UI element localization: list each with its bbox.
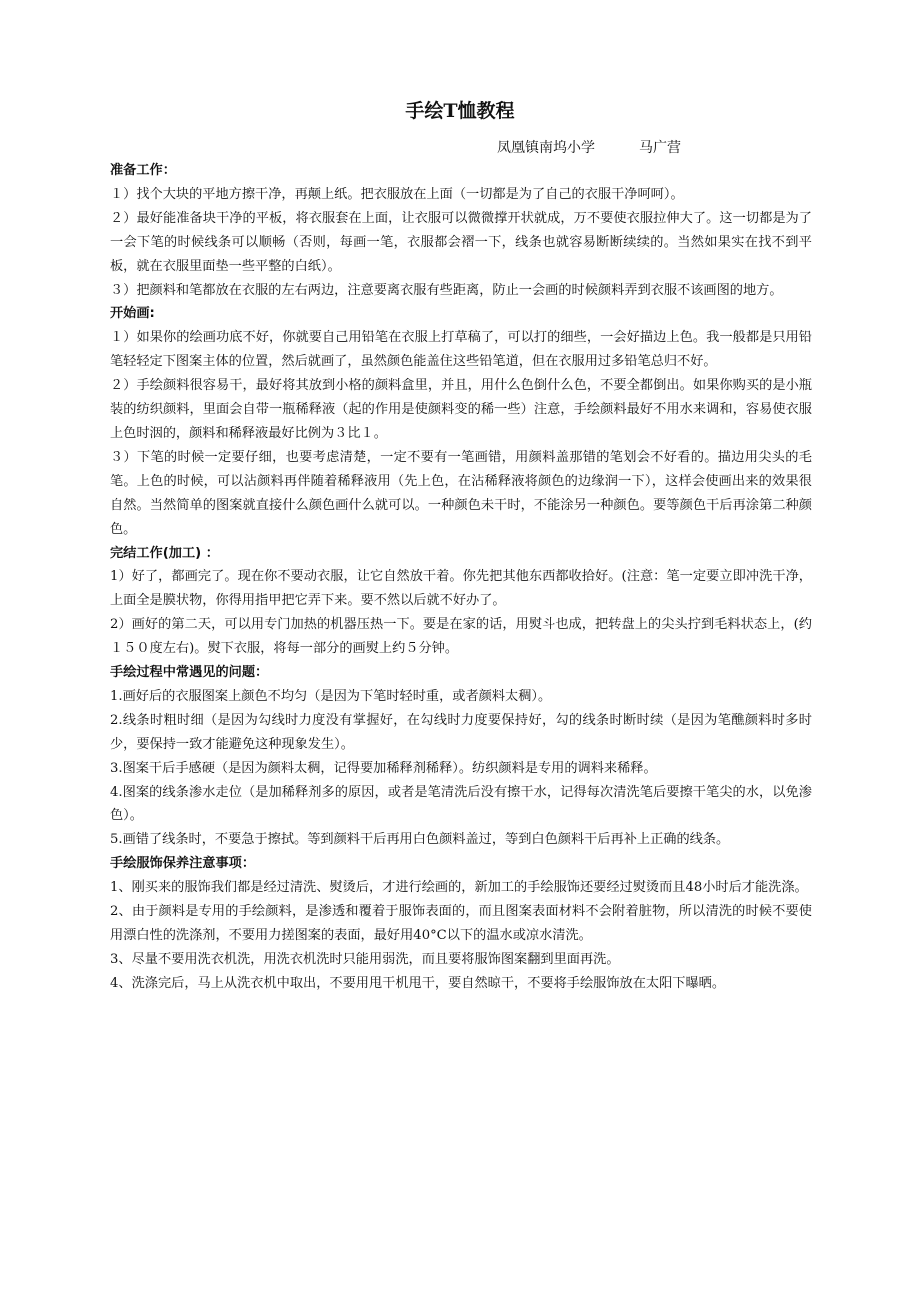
section-heading: 开始画:	[110, 306, 155, 322]
list-item: 2.线条时粗时细（是因为勾线时力度没有掌握好，在勾线时力度要保持好，勾的线条时断时续（是因为笔醮颜料时多时少，要保持一致才能避免这种现象发生）。	[110, 712, 812, 752]
list-item: 4、洗涤完后，马上从洗衣机中取出，不要用甩干机甩干，要自然晾干，不要将手绘服饰放在太阳下曝晒。	[110, 975, 726, 991]
section-care	[110, 852, 812, 995]
section-finish	[110, 542, 812, 662]
list-item: 1、刚买来的服饰我们都是经过清洗、熨烫后，才进行绘画的，新加工的手绘服饰还要经过熨烫而且48小时后才能洗涤。	[110, 880, 808, 896]
document-body	[110, 159, 812, 996]
section-paint	[110, 302, 812, 541]
list-item: 3、尽量不要用洗衣机洗，用洗衣机洗时只能用弱洗，而且要将服饰图案翻到里面再洗。	[110, 951, 620, 967]
paragraph: 1）好了，都画完了。现在你不要动衣服，让它自然放干着。你先把其他东西都收拾好。(注意：笔一定要立即冲洗干净，上面全是膜状物，你得用指甲把它弄下来。要不然以后就不好办了。	[110, 569, 812, 609]
section-heading: 手绘过程中常遇见的问题：	[110, 665, 269, 681]
list-item: 1.画好后的衣服图案上颜色不均匀（是因为下笔时轻时重，或者颜料太稠）。	[110, 688, 552, 704]
paragraph: ２）最好能准备块干净的平板，将衣服套在上面，让衣服可以微微撑开状就成，万不要使衣服拉伸大了。这一切都是为了一会下笔的时候线条可以顺畅（否则，每画一笔，衣服都会褶一下，线条也就容易断断续续的。当然如果实在找不到平板，就在衣服里面垫一些平整的白纸）。	[110, 210, 812, 274]
section-problems	[110, 661, 812, 852]
paragraph: ３）下笔的时候一定要仔细，也要考虑清楚，一定不要有一笔画错，用颜料盖那错的笔划会不好看的。描边用尖头的毛笔。上色的时候，可以沾颜料再伴随着稀释液用（先上色，在沾稀释液将颜色的边缘润一下），这样会使画出来的效果很自然。当然简单的图案就直接什么颜色画什么就可以。一种颜色未干时，不能涂另一种颜色。要等颜色干后再涂第二种颜色。	[110, 449, 812, 537]
section-heading: 手绘服饰保养注意事项：	[110, 856, 256, 872]
list-item: 4.图案的线条渗水走位（是加稀释剂多的原因，或者是笔清洗后没有擦干水，记得每次清洗笔后要擦干笔尖的水，以免渗色）。	[110, 784, 812, 824]
list-item: 3.图案干后手感硬（是因为颜料太稠，记得要加稀释剂稀释）。纺织颜料是专用的调料来稀释。	[110, 760, 657, 776]
section-prep	[110, 159, 812, 302]
paragraph: ３）把颜料和笔都放在衣服的左右两边，注意要离衣服有些距离，防止一会画的时候颜料弄到衣服不该画图的地方。	[110, 282, 783, 298]
paragraph: ２）手绘颜料很容易干，最好将其放到小格的颜料盒里，并且，用什么色倒什么色，不要全都倒出。如果你购买的是小瓶装的纺织颜料，里面会自带一瓶稀释液（起的作用是使颜料变的稀一些）注意，手绘颜料最好不用水来调和，容易使衣服上色时洇的，颜料和稀释液最好比例为３比１。	[110, 378, 812, 441]
section-heading: 准备工作：	[110, 163, 176, 178]
paragraph: 2）画好的第二天，可以用专门加热的机器压热一下。要是在家的话，用熨斗也成，把转盘上的尖头拧到毛料状态上，(约１５０度左右)。熨下衣服，将每一部分的画熨上约５分钟。	[110, 617, 812, 657]
list-item: 2、由于颜料是专用的手绘颜料，是渗透和覆着于服饰表面的，而且图案表面材料不会附着脏物，所以清洗的时候不要使用漂白性的洗涤剂，不要用力搓图案的表面，最好用40°C以下的温水或凉水清洗。	[110, 904, 812, 943]
list-item: 5.画错了线条时，不要急于擦拭。等到颜料干后再用白色颜料盖过，等到白色颜料干后再补上正确的线条。	[110, 832, 730, 848]
document-title: 手绘T恤教程	[405, 100, 515, 122]
byline-author: 马广营	[639, 140, 681, 156]
byline	[497, 136, 757, 160]
section-heading: 完结工作(加工) ：	[110, 545, 219, 561]
paragraph: １）找个大块的平地方擦干净，再颠上纸。把衣服放在上面（一切都是为了自己的衣服干净呵呵）。	[110, 186, 684, 202]
paragraph: １）如果你的绘画功底不好，你就要自己用铅笔在衣服上打草稿了，可以打的细些，一会好描边上色。我一般都是只用铅笔轻轻定下图案主体的位置，然后就画了，虽然颜色能盖住这些铅笔道，但在衣服用过多铅笔总归不好。	[110, 330, 812, 370]
byline-school: 凤凰镇南坞小学	[497, 140, 595, 156]
